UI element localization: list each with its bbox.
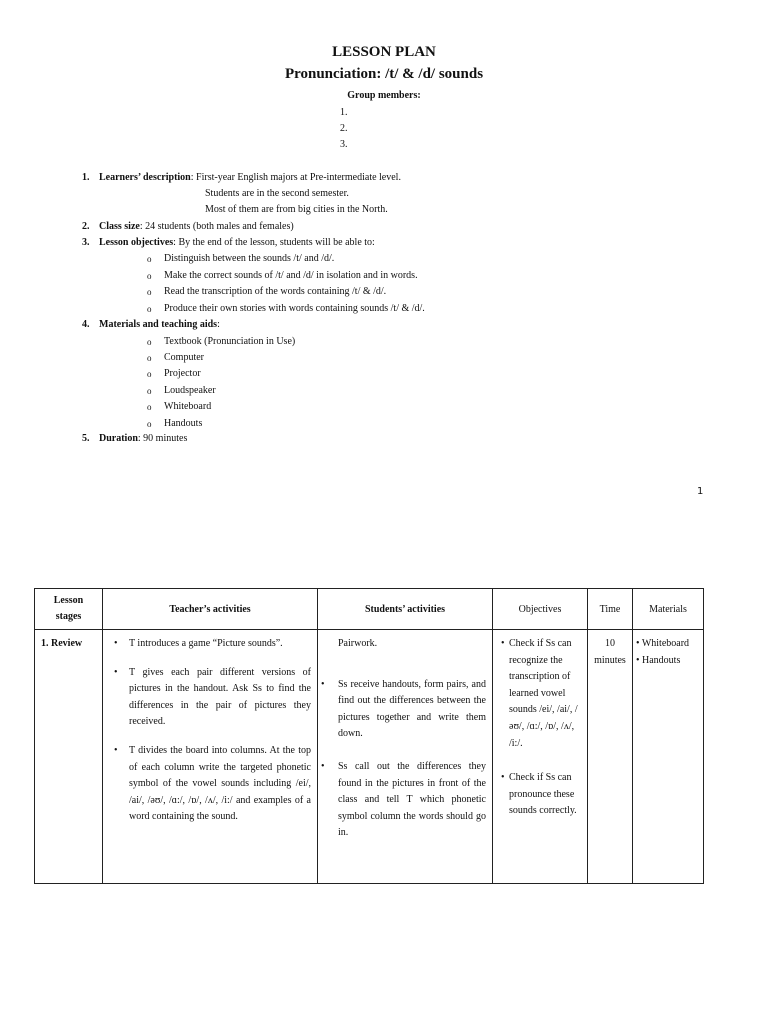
bullet-dot-icon: •: [321, 678, 325, 690]
student-activity: Pairwork.: [338, 638, 378, 649]
material-item: • Handouts: [636, 654, 681, 666]
section-number: 4.: [82, 319, 90, 330]
header-teacher-activities: Teacher’s activities: [103, 589, 318, 630]
objective-item: • Check if Ss can recognize the transcription of learned vowel sounds /ei/, /ai/, /əʊ/, /ɑ:/, /ɒ/, /ʌ/, /i:/.: [501, 638, 578, 749]
teacher-activity: • T divides the board into columns. At the top of each column write the targeted phonetic symbol of the vowel sounds including /ei/, /ai/, /əʊ/, /ɑ:/, /ɒ/, /ʌ/, /i:/ and examples of a word containing the sound.: [129, 743, 311, 826]
group-members-label: Group members:: [347, 90, 421, 101]
section-number: 5.: [82, 433, 90, 444]
stage-cell: [35, 630, 103, 884]
time-cell: [588, 630, 633, 884]
section-number: 1.: [82, 172, 90, 183]
time-value: 10 minutes: [594, 638, 626, 666]
group-member-3: 3.: [340, 139, 348, 150]
header-students-activities: Students’ activities: [318, 589, 493, 630]
section-label: Lesson objectives: [99, 237, 174, 248]
materials-cell: [633, 630, 704, 884]
list-bullet: o: [147, 271, 152, 281]
header-text: Lesson: [53, 595, 84, 606]
section-lesson-objectives: [0, 235, 768, 319]
section-number: 3.: [82, 237, 90, 248]
list-bullet: o: [147, 369, 152, 379]
document-title: LESSON PLAN: [332, 44, 436, 60]
section-text: : 24 students (both males and females): [139, 221, 294, 232]
list-item: Computer: [164, 352, 204, 363]
section-label: Learners’ description: [99, 172, 191, 183]
teacher-activities-cell: [103, 630, 318, 884]
header-text: stages: [55, 611, 82, 622]
student-activity: • Ss receive handouts, form pairs, and find out the differences between the pictures together and write them down.: [321, 678, 486, 740]
section-text-line: Students are in the second semester.: [205, 188, 349, 199]
bullet-dot-icon: •: [501, 638, 505, 649]
section-label: Materials and teaching aids: [99, 319, 218, 330]
section-text: : 90 minutes: [137, 433, 188, 444]
objectives-cell: [493, 630, 588, 884]
group-member-2: 2.: [340, 123, 348, 134]
page-number: 1: [697, 486, 704, 497]
group-member-1: 1.: [340, 107, 348, 118]
bullet-dot-icon: •: [321, 760, 325, 772]
bullet-dot-icon: •: [501, 772, 505, 784]
list-item: Whiteboard: [164, 401, 212, 412]
table-row: [35, 630, 704, 884]
section-text: :: [217, 319, 220, 330]
list-bullet: o: [147, 287, 152, 297]
section-duration: [0, 431, 768, 448]
list-item: Produce their own stories with words containing sounds /t/ & /d/.: [164, 303, 425, 314]
list-bullet: o: [147, 254, 152, 264]
list-item: Textbook (Pronunciation in Use): [164, 336, 296, 347]
table-header-row: [35, 589, 704, 630]
students-activities-cell: [318, 630, 493, 884]
list-bullet: o: [147, 419, 152, 429]
section-label: Class size: [99, 221, 140, 232]
header-time: Time: [588, 589, 633, 630]
section-class-size: [0, 219, 768, 236]
section-learners-description: [0, 170, 768, 220]
section-number: 2.: [82, 221, 90, 232]
header-objectives: Objectives: [493, 589, 588, 630]
header-materials: Materials: [633, 589, 704, 630]
section-label: Duration: [99, 433, 138, 444]
teacher-activity: • T introduces a game “Picture sounds”.: [129, 636, 311, 653]
list-bullet: o: [147, 337, 152, 347]
lesson-stages-table: [34, 588, 704, 884]
student-activity: • Ss call out the differences they found in the pictures in front of the class and tell T which phonetic symbol column the words should go in.: [321, 760, 486, 839]
section-materials: [0, 317, 768, 433]
section-text: : First-year English majors at Pre-intermediate level.: [190, 172, 401, 183]
section-text-line: Most of them are from big cities in the North.: [205, 204, 388, 215]
list-item: Distinguish between the sounds /t/ and /d/.: [164, 253, 335, 264]
stage-label: 1. Review: [41, 638, 83, 649]
list-item: Loudspeaker: [164, 385, 216, 396]
header-lesson-stages: [35, 589, 103, 630]
list-item: Make the correct sounds of /t/ and /d/ in isolation and in words.: [164, 270, 418, 281]
list-bullet: o: [147, 402, 152, 412]
section-text: : By the end of the lesson, students will be able to:: [173, 237, 375, 248]
teacher-activity: • T gives each pair different versions of pictures in the handout. Ask Ss to find the differences in the pair of pictures they received.: [129, 665, 311, 731]
list-bullet: o: [147, 386, 152, 396]
document-subtitle: Pronunciation: /t/ & /d/ sounds: [284, 66, 484, 82]
list-bullet: o: [147, 353, 152, 363]
objective-item: • Check if Ss can pronounce these sounds correctly.: [501, 772, 577, 817]
material-item: • Whiteboard: [636, 638, 690, 649]
list-item: Projector: [164, 368, 201, 379]
list-item: Handouts: [164, 418, 203, 429]
list-item: Read the transcription of the words containing /t/ & /d/.: [164, 286, 387, 297]
list-bullet: o: [147, 304, 152, 314]
